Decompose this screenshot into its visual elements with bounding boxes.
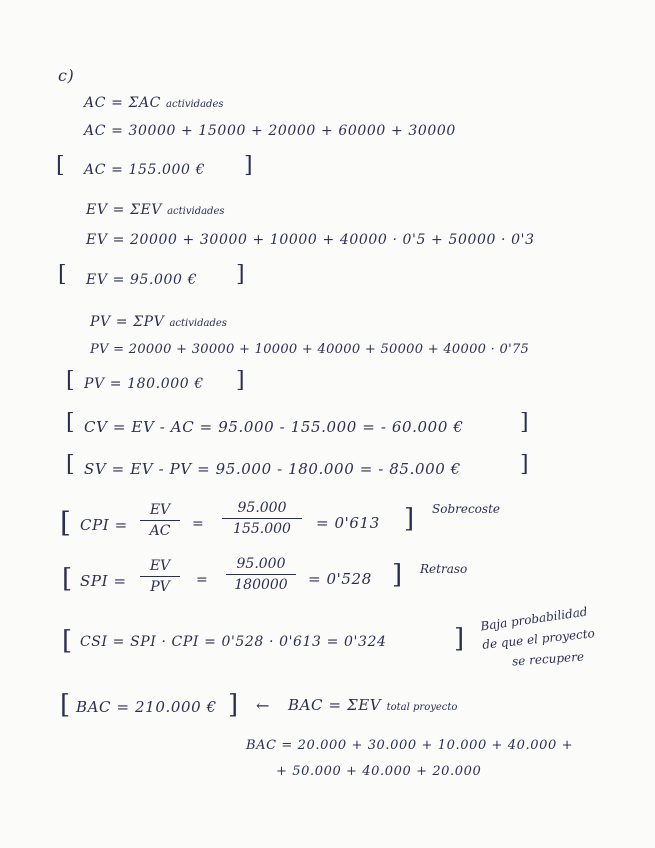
ac-definition-subscript: actividades [166,99,224,110]
ac-definition-text: AC = ΣAC [84,95,161,111]
ac-result: AC = 155.000 € [84,162,206,178]
csi-bracket-open: [ [62,626,73,656]
bac-bracket-open: [ [60,690,71,720]
ev-sum: EV = 20000 + 30000 + 10000 + 40000 · 0'5 + 50000 · 0'3 [86,232,535,248]
sv-formula: SV = EV - PV = 95.000 - 180.000 = - 85.000 € [84,460,461,478]
part-label: c) [58,66,75,85]
cpi-bracket-close: ] [404,504,415,534]
pv-definition [90,314,227,330]
spi-fraction-numeric [226,556,296,593]
ev-result: EV = 95.000 € [86,272,198,288]
csi-note-line1: Baja probabilidad [479,604,589,634]
spi-bracket-open: [ [62,564,73,594]
csi-formula: CSI = SPI · CPI = 0'528 · 0'613 = 0'324 [80,634,387,650]
fraction-bar [222,518,302,519]
equals-sign: = [196,572,209,588]
pv-definition-subscript: actividades [169,318,227,329]
ev-definition-subscript: actividades [167,206,225,217]
spi-numerator-symbolic: EV [149,558,171,574]
cpi-label: CPI = [80,516,128,534]
ac-definition [84,95,224,111]
spi-fraction-symbolic [140,558,180,595]
sv-bracket-open: [ [66,452,75,477]
ev-definition [86,202,225,218]
bac-bracket-close: ] [228,690,239,720]
ac-result-bracket-close: ] [244,153,253,178]
bac-definition [288,696,457,714]
equals-sign: = [192,516,205,532]
ev-definition-text: EV = ΣEV [86,202,162,218]
spi-bracket-close: ] [392,560,403,590]
fraction-bar [226,574,296,575]
pv-result-bracket-open: [ [66,368,75,393]
spi-denominator-numeric: 180000 [234,577,288,593]
cv-bracket-open: [ [66,410,75,435]
ev-result-bracket-open: [ [58,262,67,287]
csi-bracket-close: ] [454,624,465,654]
cpi-note: Sobrecoste [432,502,500,516]
cpi-denominator-numeric: 155.000 [233,521,291,537]
spi-denominator-symbolic: PV [150,579,170,595]
cv-bracket-close: ] [520,410,529,435]
cpi-fraction-symbolic [140,502,180,539]
csi-note-line2: de que el proyecto [481,626,596,652]
cpi-numerator-numeric: 95.000 [237,500,287,516]
csi-note-line3: se recupere [511,649,585,669]
ac-result-bracket-open: [ [56,153,65,178]
spi-numerator-numeric: 95.000 [236,556,286,572]
cpi-denominator-symbolic: AC [149,523,171,539]
pv-result: PV = 180.000 € [84,376,204,392]
cpi-bracket-open: [ [60,506,71,539]
spi-result: = 0'528 [308,570,372,588]
spi-note: Retraso [420,562,468,576]
ev-result-bracket-close: ] [236,262,245,287]
fraction-bar [140,576,180,577]
pv-result-bracket-close: ] [236,368,245,393]
sv-bracket-close: ] [520,452,529,477]
left-arrow-icon: ← [256,696,270,715]
pv-definition-text: PV = ΣPV [90,314,165,330]
cpi-fraction-numeric [222,500,302,537]
cpi-numerator-symbolic: EV [149,502,171,518]
pv-sum: PV = 20000 + 30000 + 10000 + 40000 + 50000 + 40000 · 0'75 [90,342,530,357]
spi-label: SPI = [80,572,127,590]
bac-sum-line1: BAC = 20.000 + 30.000 + 10.000 + 40.000 + [246,738,574,753]
bac-result: BAC = 210.000 € [76,698,217,716]
bac-definition-subscript: total proyecto [386,702,458,713]
cv-formula: CV = EV - AC = 95.000 - 155.000 = - 60.000 € [84,418,464,436]
fraction-bar [140,520,180,521]
ac-sum: AC = 30000 + 15000 + 20000 + 60000 + 30000 [84,123,456,139]
bac-sum-line2: + 50.000 + 40.000 + 20.000 [276,764,482,779]
bac-definition-text: BAC = ΣEV [288,696,382,714]
cpi-result: = 0'613 [316,514,380,532]
